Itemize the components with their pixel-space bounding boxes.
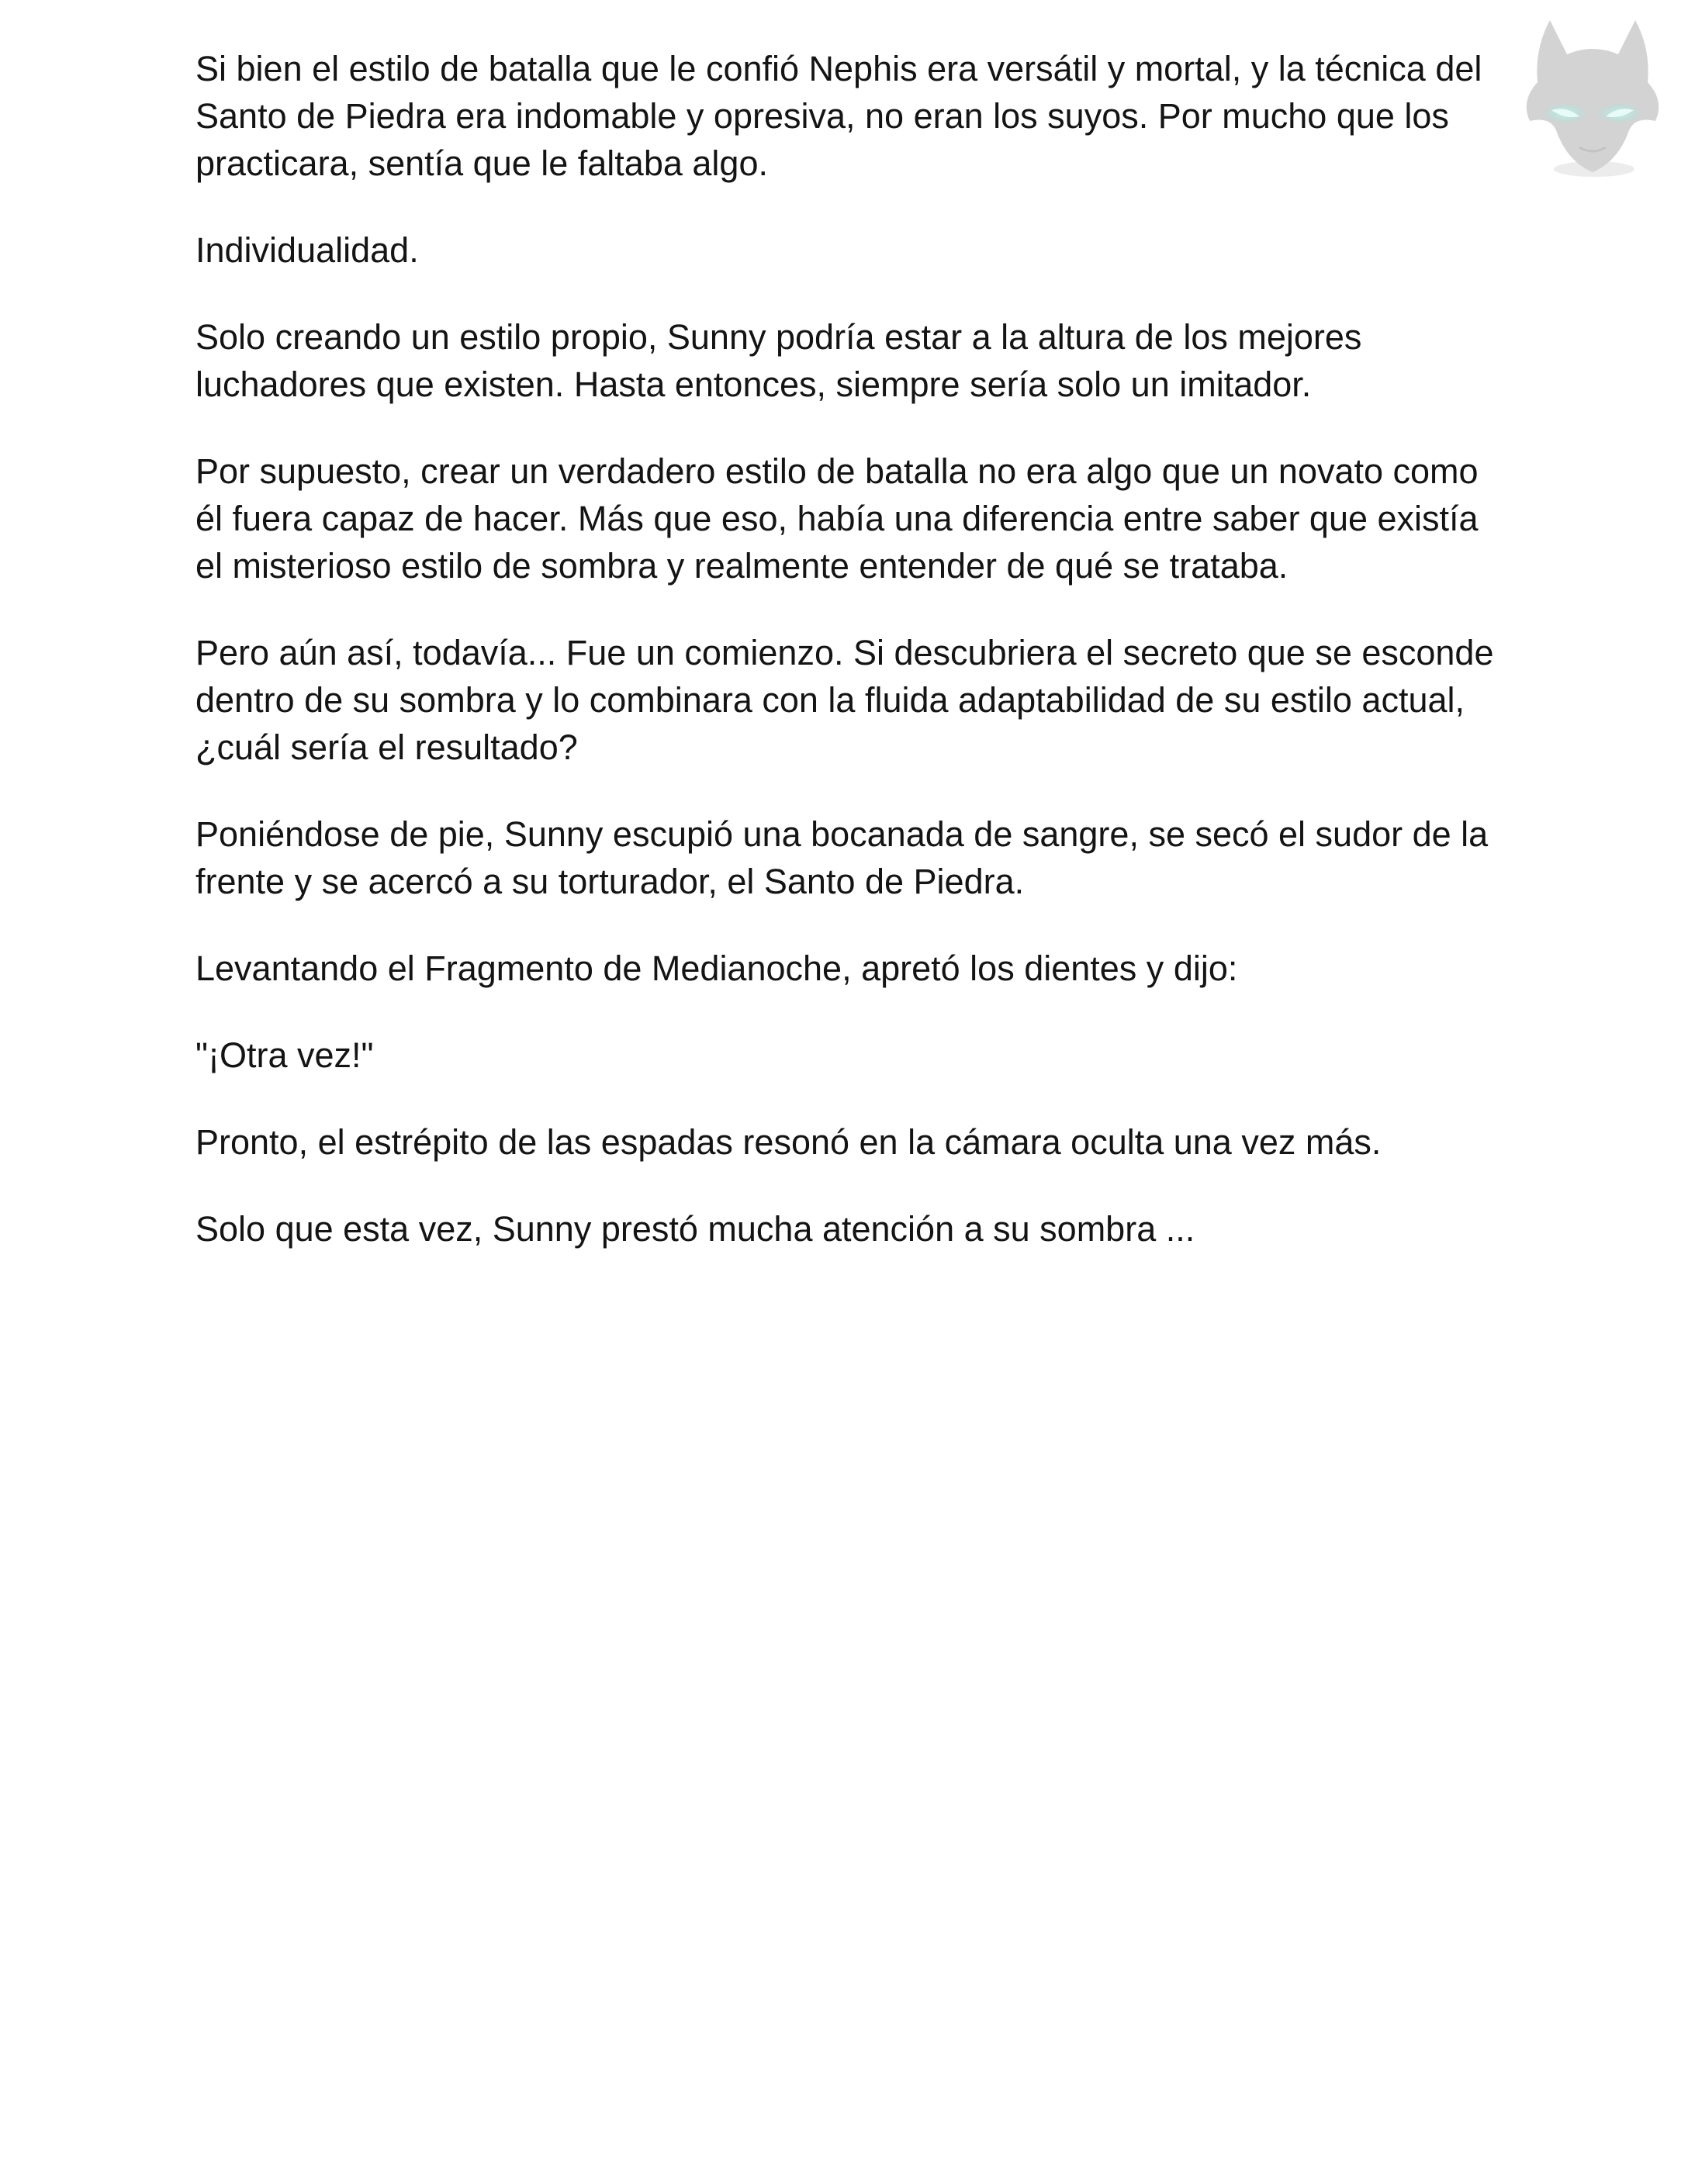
paragraph: Solo que esta vez, Sunny prestó mucha atención a su sombra ... — [195, 1209, 1195, 1249]
paragraph: Por supuesto, crear un verdadero estilo de batalla no era algo que un novato como él fuera capaz de hacer. Más que eso, había una diferencia entre saber que existía el misterioso estilo de sombra y realmente entender de qué se trataba. — [195, 451, 1479, 586]
paragraph: Levantando el Fragmento de Medianoche, apretó los dientes y dijo: — [195, 949, 1238, 988]
demon-head-icon — [1519, 14, 1666, 183]
paragraph: Pero aún así, todavía... Fue un comienzo. Si descubriera el secreto que se esconde dentro de su sombra y lo combinara con la fluida adaptabilidad de su estilo actual, ¿cuál sería el resultado? — [195, 633, 1494, 767]
paragraph: "¡Otra vez!" — [195, 1035, 374, 1075]
paragraph: Poniéndose de pie, Sunny escupió una bocanada de sangre, se secó el sudor de la frente y se acercó a su torturador, el Santo de Piedra. — [195, 814, 1489, 901]
paragraph: Solo creando un estilo propio, Sunny podría estar a la altura de los mejores luchadores que existen. Hasta entonces, siempre sería solo un imitador. — [195, 317, 1362, 404]
logo-head — [1527, 20, 1659, 172]
paragraph: Pronto, el estrépito de las espadas resonó en la cámara oculta una vez más. — [195, 1122, 1382, 1162]
paragraph: Si bien el estilo de batalla que le confió Nephis era versátil y mortal, y la técnica del Santo de Piedra era indomable y opresiva, no eran los suyos. Por mucho que los practicara, sentía que le faltaba algo. — [195, 49, 1482, 183]
paragraph: Individualidad. — [195, 230, 419, 270]
document-body — [195, 45, 1514, 1292]
